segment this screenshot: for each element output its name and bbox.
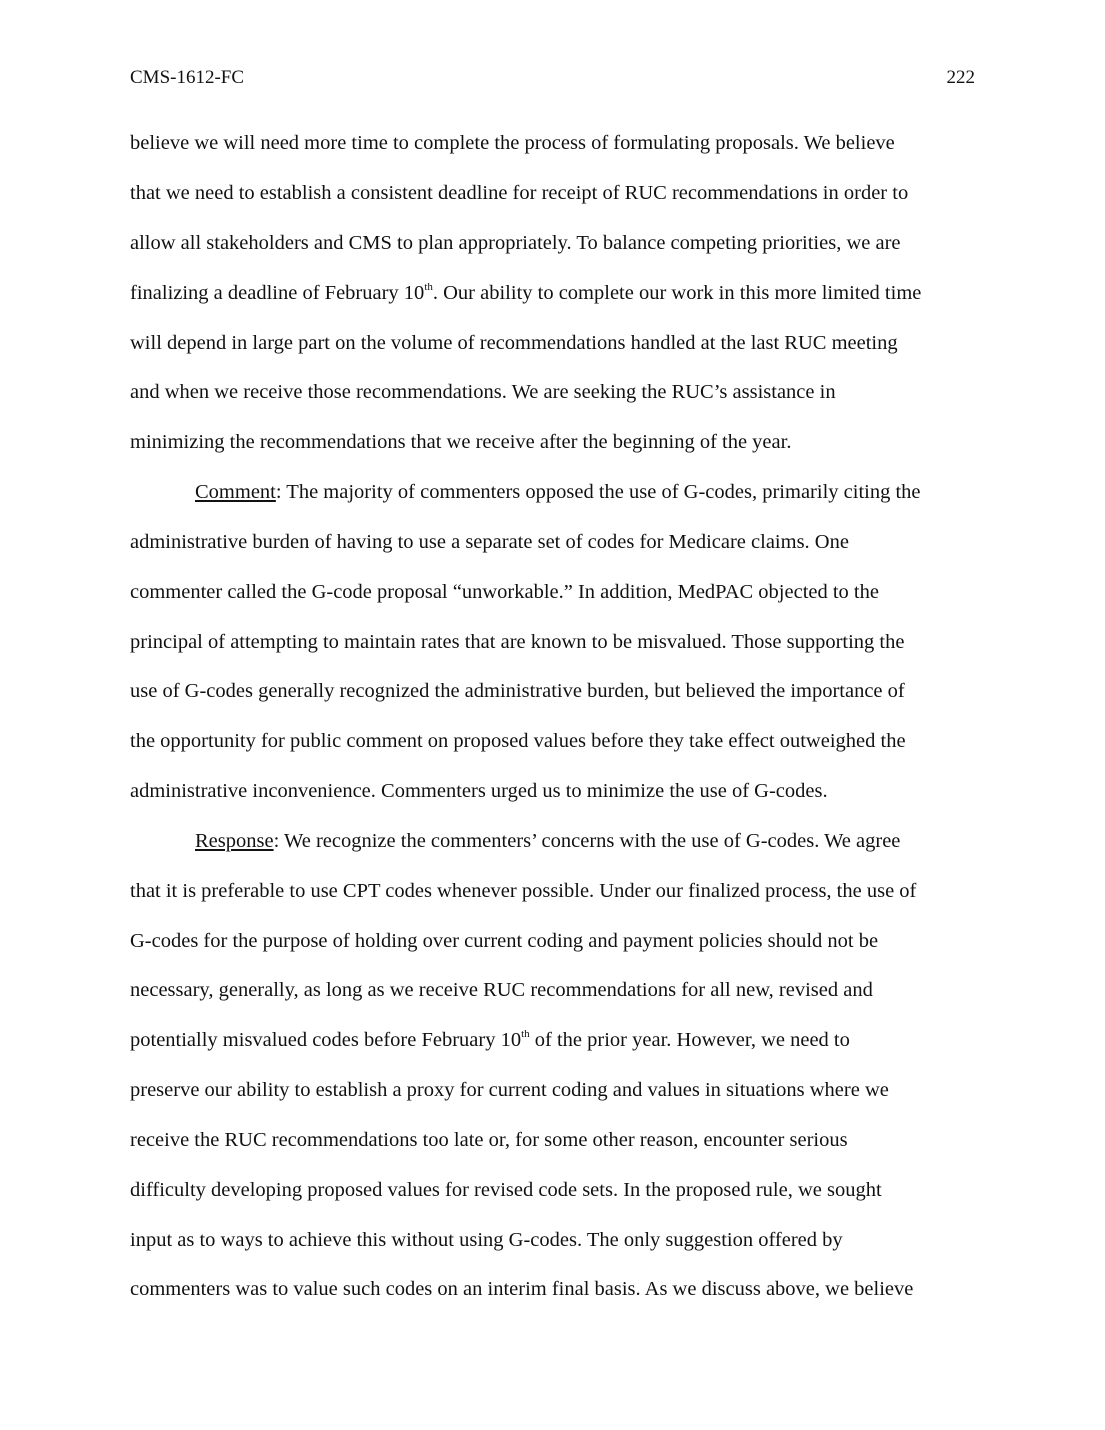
text-line: the opportunity for public comment on proposed values before they take effect outweighed the	[130, 730, 906, 752]
text-line: that it is preferable to use CPT codes whenever possible. Under our finalized process, the use of	[130, 880, 917, 902]
text-line	[130, 1028, 850, 1052]
text-line: allow all stakeholders and CMS to plan appropriately. To balance competing priorities, we are	[130, 232, 901, 254]
superscript: th	[521, 1028, 530, 1040]
superscript: th	[424, 281, 433, 293]
text-line: administrative inconvenience. Commenters urged us to minimize the use of G-codes.	[130, 780, 828, 802]
text-line	[130, 281, 921, 305]
text-line: necessary, generally, as long as we receive RUC recommendations for all new, revised and	[130, 979, 873, 1001]
text-line: administrative burden of having to use a separate set of codes for Medicare claims. One	[130, 531, 849, 553]
text-line: minimizing the recommendations that we receive after the beginning of the year.	[130, 431, 792, 453]
text-line: preserve our ability to establish a proxy for current coding and values in situations where we	[130, 1079, 889, 1101]
comment-first-line	[195, 480, 921, 504]
text-segment: potentially misvalued codes before February 10	[130, 1029, 522, 1051]
text-segment: finalizing a deadline of February 10	[130, 282, 425, 304]
text-line: believe we will need more time to complete the process of formulating proposals. We believe	[130, 132, 895, 154]
text-line: input as to ways to achieve this without using G-codes. The only suggestion offered by	[130, 1229, 843, 1251]
page-header	[130, 67, 975, 91]
text-line: and when we receive those recommendations. We are seeking the RUC’s assistance in	[130, 381, 836, 403]
text-line: difficulty developing proposed values for revised code sets. In the proposed rule, we sought	[130, 1179, 882, 1201]
text-line: principal of attempting to maintain rates that are known to be misvalued. Those supporting the	[130, 631, 905, 653]
page-number: 222	[946, 67, 975, 88]
text-line: that we need to establish a consistent deadline for receipt of RUC recommendations in order to	[130, 182, 909, 204]
comment-label: Comment	[195, 481, 276, 503]
text-line: commenters was to value such codes on an interim final basis. As we discuss above, we believe	[130, 1278, 914, 1300]
response-label: Response	[195, 830, 274, 852]
text-line: receive the RUC recommendations too late or, for some other reason, encounter serious	[130, 1129, 848, 1151]
response-first-line	[195, 829, 900, 853]
document-id: CMS-1612-FC	[130, 67, 245, 88]
text-segment: : The majority of commenters opposed the use of G-codes, primarily citing the	[275, 481, 921, 503]
text-line: commenter called the G-code proposal “unworkable.” In addition, MedPAC objected to the	[130, 581, 879, 603]
text-line: G-codes for the purpose of holding over current coding and payment policies should not be	[130, 930, 879, 952]
text-line: will depend in large part on the volume of recommendations handled at the last RUC meeting	[130, 332, 898, 354]
text-segment: : We recognize the commenters’ concerns with the use of G-codes. We agree	[273, 830, 901, 852]
text-segment: . Our ability to complete our work in this more limited time	[432, 282, 922, 304]
text-segment: of the prior year. However, we need to	[529, 1029, 850, 1051]
text-line: use of G-codes generally recognized the administrative burden, but believed the importance of	[130, 680, 905, 702]
